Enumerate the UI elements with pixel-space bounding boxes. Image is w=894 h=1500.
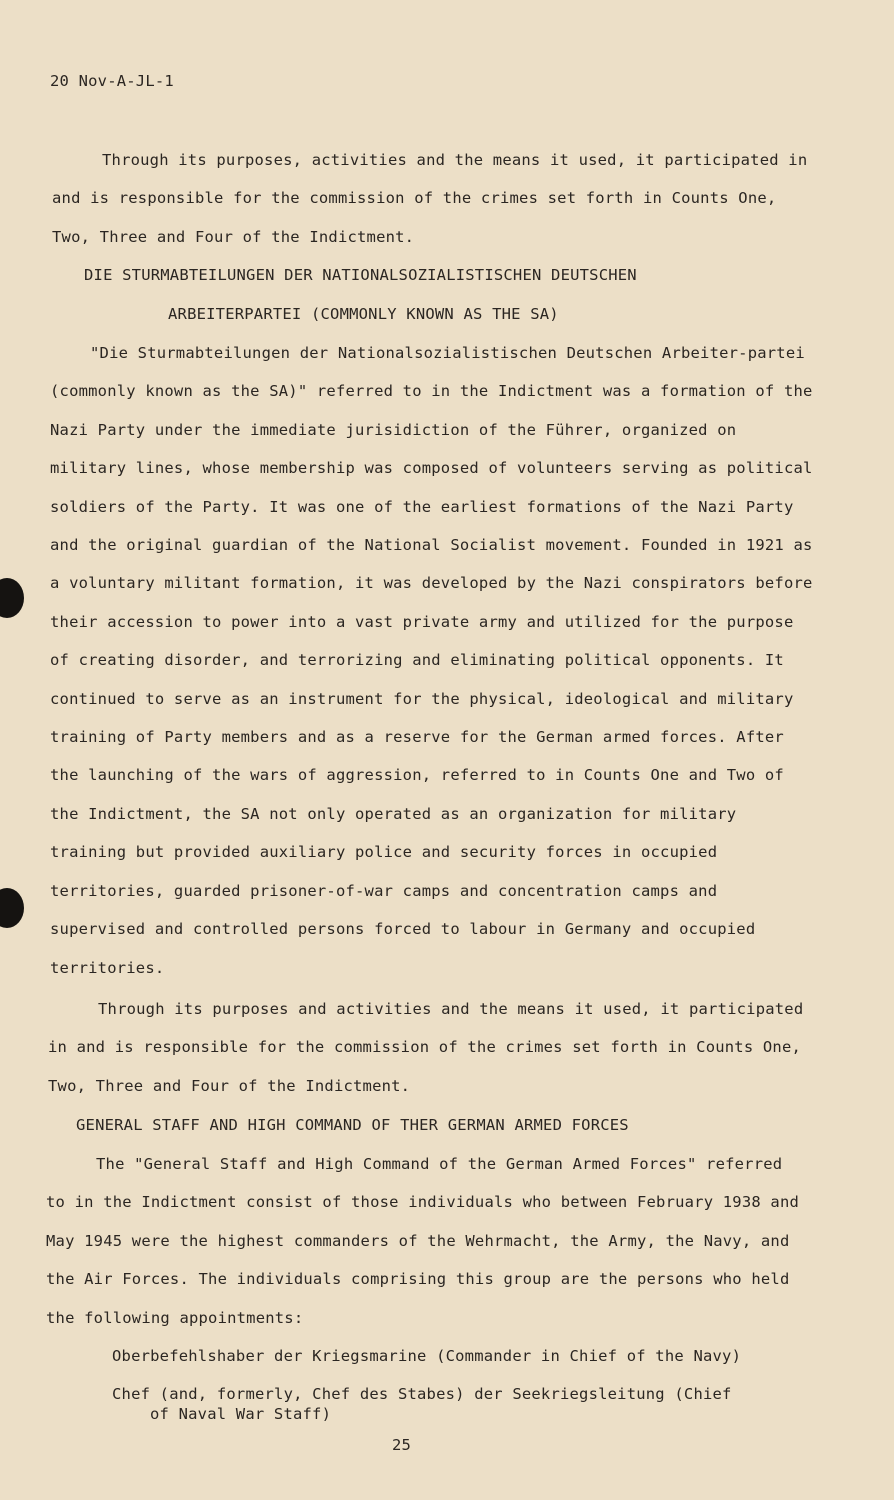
document-reference: 20 Nov-A-JL-1 [50,72,174,90]
heading-general-staff: GENERAL STAFF AND HIGH COMMAND OF THER GERMAN ARMED FORCES [76,1116,629,1134]
page-number: 25 [392,1436,412,1454]
appointment-1: Oberbefehlshaber der Kriegsmarine (Commander in Chief of the Navy) [112,1347,742,1365]
punch-hole-top [0,578,24,618]
appointment-2 [112,1384,802,1424]
heading-sa-line-2: ARBEITERPARTEI (COMMONLY KNOWN AS THE SA) [168,305,559,323]
appointment-2-line-2: of Naval War Staff) [150,1405,332,1423]
paragraph-3 [48,990,818,1105]
paragraph-gs-text: The "General Staff and High Command of the German Armed Forces" referred to in the Indictment consist of those individuals who between February 1938 and May 1945 were the highest commanders of the Wehrmacht, the Army, the Navy, and the Air Forces. The individuals comprising this group are the persons who held the following appointments: [46,1155,800,1327]
paragraph-sa [50,334,820,987]
paragraph-3-text: Through its purposes and activities and the means it used, it participated in and is responsible for the commission of the crimes set forth in Counts One, Two, Three and Four of the Indictment. [48,1000,804,1095]
heading-sa-line-1: DIE STURMABTEILUNGEN DER NATIONALSOZIALISTISCHEN DEUTSCHEN [84,266,637,284]
paragraph-gs [46,1145,806,1337]
paragraph-1 [52,141,822,256]
paragraph-sa-text: "Die Sturmabteilungen der Nationalsozialistischen Deutschen Arbeiter-partei (commonly known as the SA)" referred to in the Indictment was a formation of the Nazi Party under the immediate jurisidiction of the Führer, organized on military lines, whose membership was composed of volunteers serving as political soldiers of the Party. It was one of the earliest formations of the Nazi Party and the original guardian of the National Socialist movement. Founded in 1921 as a voluntary militant formation, it was developed by the Nazi conspirators before their accession to power into a vast private army and utilized for the purpose of creating disorder, and terrorizing and eliminating political opponents. It continued to serve as an instrument for the physical, ideological and military training of Party members and as a reserve for the German armed forces. After the launching of the wars of aggression, referred to in Counts One and Two of the Indictment, the SA not only operated as an organization for military training but provided auxiliary police and security forces in occupied territories, guarded prisoner-of-war camps and concentration camps and supervised and controlled persons forced to labour in Germany and occupied territories. [50,344,813,977]
punch-hole-bottom [0,888,24,928]
appointment-2-line-1: Chef (and, formerly, Chef des Stabes) der Seekriegsleitung (Chief [112,1385,732,1403]
paragraph-1-text: Through its purposes, activities and the means it used, it participated in and is responsible for the commission of the crimes set forth in Counts One, Two, Three and Four of the Indictment. [52,151,808,246]
